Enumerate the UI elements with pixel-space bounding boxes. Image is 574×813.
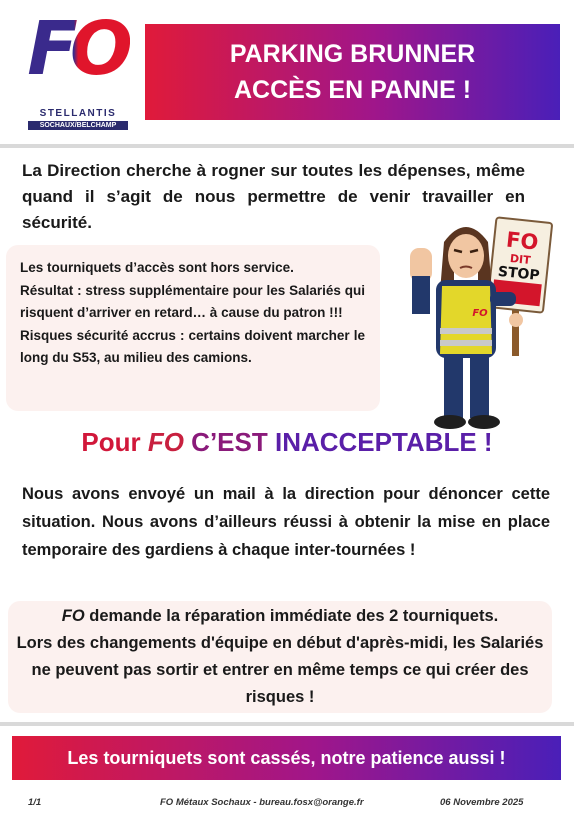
slogan-part3: C’EST <box>183 427 275 457</box>
demand-box <box>8 601 552 713</box>
intro-paragraph: La Direction cherche à rogner sur toutes les dépenses, même quand il s’agit de nous permettre de venir travailler en sécurité. <box>22 161 525 232</box>
contact-info: FO Métaux Sochaux - bureau.fosx@orange.fr <box>160 797 364 808</box>
slogan-heading <box>0 424 574 460</box>
logo-fo-text: FO <box>22 12 130 86</box>
problem-line1: Les tourniquets d’accès sont hors service. <box>20 260 294 275</box>
sign-dit-text: DIT <box>509 251 532 268</box>
problem-text <box>20 257 365 370</box>
demand-text <box>12 603 548 711</box>
publication-date: 06 Novembre 2025 <box>440 797 524 808</box>
stop-mascot-illustration <box>392 212 562 437</box>
problem-line2: Résultat : stress supplémentaire pour les Salariés qui risquent d’arriver en retard… à cause du patron !!! <box>20 282 365 320</box>
slogan-fo: FO <box>147 427 184 457</box>
fo-stellantis-logo <box>22 6 130 130</box>
problem-box <box>6 245 380 411</box>
problem-line3: Risques sécurité accrus : certains doivent marcher le long du S53, au milieu des camions. <box>20 327 365 365</box>
slogan-part1: Pour <box>81 427 148 457</box>
demand-fo: FO <box>61 607 85 625</box>
action-paragraph: Nous avons envoyé un mail à la direction pour dénoncer cette situation. Nous avons d’ailleurs réussi à obtenir la mise en place temporaire des gardiens à chaque inter-tournées ! <box>22 485 550 559</box>
footer-banner: Les tourniquets sont cassés, notre patience aussi ! <box>12 736 561 780</box>
mascot-face <box>448 234 484 278</box>
sign-fo-text: FO <box>504 227 540 255</box>
sign-stop-text: STOP <box>497 263 541 285</box>
vest-fo-logo: FO <box>472 308 488 319</box>
divider-bottom <box>0 722 574 726</box>
header-banner <box>145 24 560 120</box>
demand-line1: demande la réparation immédiate des 2 tourniquets. <box>84 607 499 625</box>
logo-site: SOCHAUX/BELCHAMP <box>28 121 128 130</box>
logo-brand: STELLANTIS <box>39 108 117 119</box>
divider-top <box>0 144 574 148</box>
page-number: 1/1 <box>28 797 42 808</box>
header-title-line1: PARKING BRUNNER <box>229 40 476 68</box>
header-title-line2: ACCÈS EN PANNE ! <box>233 76 472 104</box>
slogan-inacceptable: INACCEPTABLE ! <box>274 427 493 457</box>
demand-line2: Lors des changements d'équipe en début d'après-midi, les Salariés ne peuvent pas sortir et entrer en même temps ce qui créer des risques ! <box>16 634 544 706</box>
